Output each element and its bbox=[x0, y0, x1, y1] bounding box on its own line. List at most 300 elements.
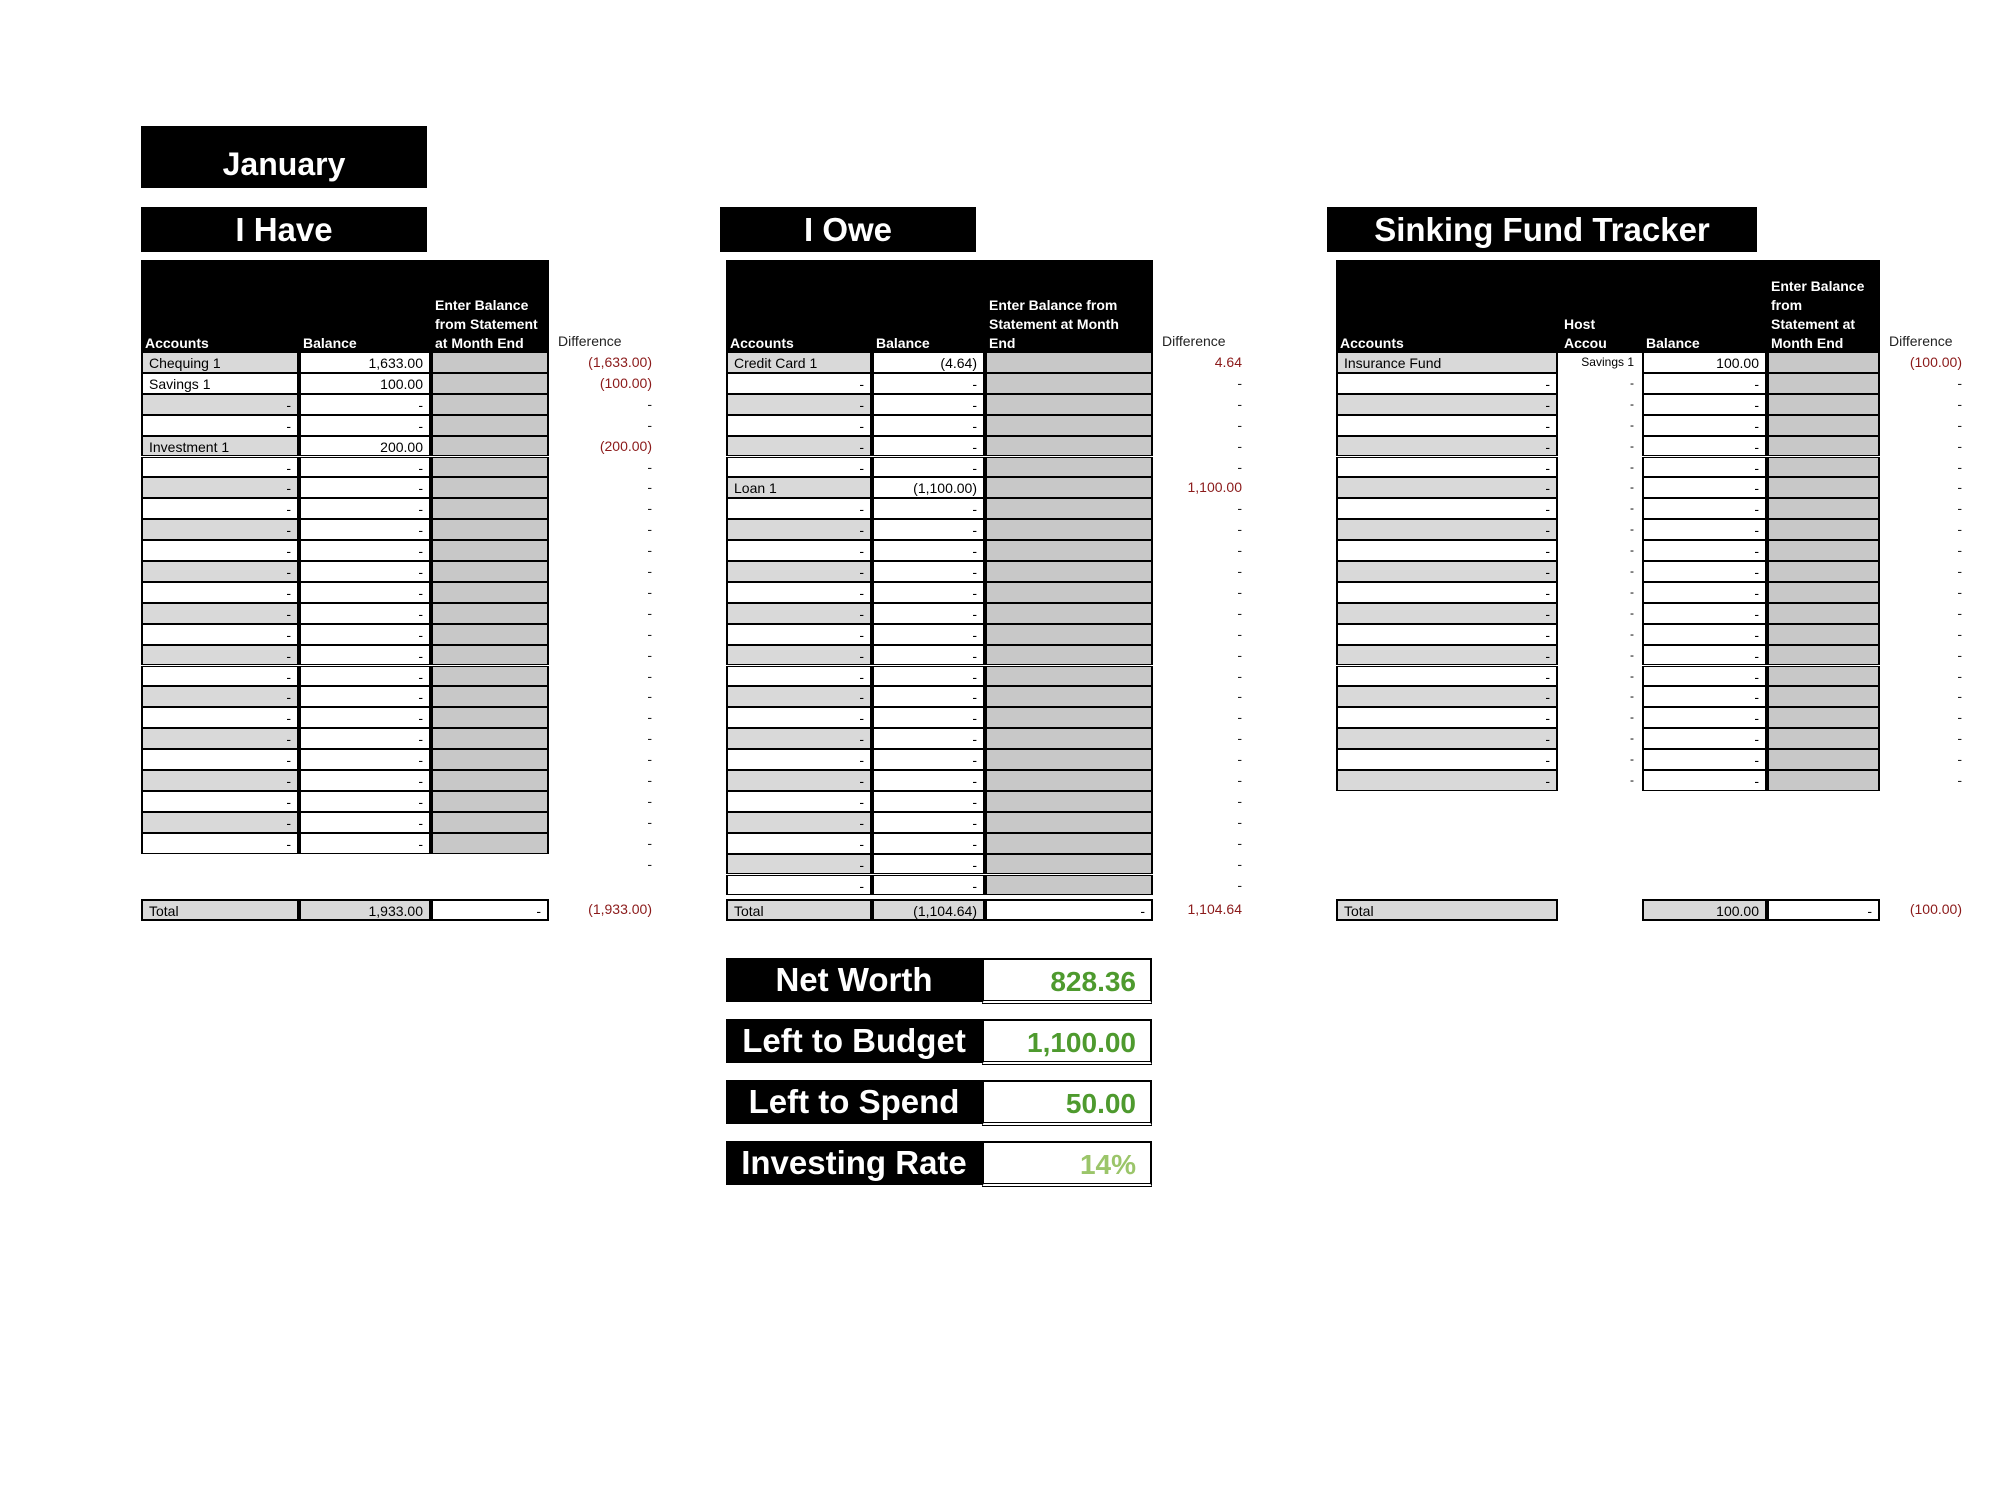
sinking-statement-input[interactable] bbox=[1767, 498, 1880, 519]
have-statement-input[interactable] bbox=[431, 477, 549, 498]
have-statement-input[interactable] bbox=[431, 540, 549, 561]
sinking-balance-cell: - bbox=[1642, 436, 1767, 457]
sinking-account-cell[interactable]: - bbox=[1336, 394, 1558, 415]
sinking-host-cell: - bbox=[1630, 668, 1634, 683]
owe-balance-cell: - bbox=[872, 415, 985, 436]
sinking-balance-cell: - bbox=[1642, 394, 1767, 415]
sinking-host-cell: - bbox=[1630, 438, 1634, 453]
owe-account-cell[interactable]: Loan 1 bbox=[726, 477, 872, 498]
sinking-difference-value: - bbox=[1957, 772, 1962, 788]
i-owe-title: I Owe bbox=[720, 207, 976, 252]
owe-account-cell[interactable]: - bbox=[726, 498, 872, 519]
have-balance-cell: - bbox=[299, 519, 431, 540]
have-statement-input[interactable] bbox=[431, 728, 549, 749]
have-statement-input[interactable] bbox=[431, 707, 549, 728]
sinking-balance-cell: - bbox=[1642, 457, 1767, 478]
have-col-header-0 bbox=[145, 260, 299, 353]
have-account-cell[interactable]: - bbox=[141, 415, 299, 436]
have-statement-input[interactable] bbox=[431, 582, 549, 603]
sinking-statement-input[interactable] bbox=[1767, 436, 1880, 457]
summary-label-1: Left to Budget bbox=[726, 1019, 982, 1063]
owe-difference-value: - bbox=[1237, 374, 1242, 391]
sinking-statement-input[interactable] bbox=[1767, 686, 1880, 707]
owe-statement-input[interactable] bbox=[985, 352, 1153, 373]
owe-difference-value: - bbox=[1237, 813, 1242, 830]
owe-account-cell[interactable]: - bbox=[726, 666, 872, 687]
owe-difference-value: - bbox=[1237, 521, 1242, 538]
sinking-difference-value: - bbox=[1957, 688, 1962, 705]
have-account-cell[interactable]: - bbox=[141, 833, 299, 854]
sinking-statement-input[interactable] bbox=[1767, 603, 1880, 624]
sinking-balance-cell: - bbox=[1642, 728, 1767, 749]
sinking-account-cell[interactable]: - bbox=[1336, 582, 1558, 603]
owe-account-cell[interactable]: - bbox=[726, 812, 872, 833]
have-account-cell[interactable]: - bbox=[141, 728, 299, 749]
sinking-host-cell: - bbox=[1630, 710, 1634, 725]
have-statement-input[interactable] bbox=[431, 498, 549, 519]
owe-statement-input[interactable] bbox=[985, 582, 1153, 603]
owe-account-cell[interactable]: - bbox=[726, 415, 872, 436]
sinking-statement-input[interactable] bbox=[1767, 540, 1880, 561]
have-account-cell[interactable]: - bbox=[141, 603, 299, 624]
sinking-account-cell[interactable]: - bbox=[1336, 770, 1558, 791]
have-difference-value: - bbox=[647, 855, 652, 872]
owe-statement-input[interactable] bbox=[985, 373, 1153, 394]
have-account-cell[interactable]: - bbox=[141, 645, 299, 666]
sinking-host-cell: - bbox=[1630, 417, 1634, 432]
sinking-statement-input[interactable] bbox=[1767, 666, 1880, 687]
owe-statement-input[interactable] bbox=[985, 519, 1153, 540]
owe-account-cell[interactable]: - bbox=[726, 373, 872, 394]
have-statement-input[interactable] bbox=[431, 791, 549, 812]
have-col-header-label: Accounts bbox=[145, 335, 209, 351]
have-balance-cell: - bbox=[299, 603, 431, 624]
sinking-difference-value: - bbox=[1957, 646, 1962, 663]
sinking-col-header-0 bbox=[1340, 260, 1558, 353]
owe-total-balance: (1,104.64) bbox=[872, 899, 985, 921]
owe-statement-input[interactable] bbox=[985, 707, 1153, 728]
have-statement-input[interactable] bbox=[431, 624, 549, 645]
owe-col-header-label: Enter Balance from Statement at Month End bbox=[989, 297, 1119, 351]
sinking-balance-cell: - bbox=[1642, 686, 1767, 707]
owe-account-cell[interactable]: - bbox=[726, 624, 872, 645]
sinking-difference-value: - bbox=[1957, 479, 1962, 496]
owe-difference-value: - bbox=[1237, 625, 1242, 642]
owe-col-header-0 bbox=[730, 260, 872, 353]
sinking-host-cell: - bbox=[1630, 480, 1634, 495]
owe-account-cell[interactable]: - bbox=[726, 645, 872, 666]
have-account-cell[interactable]: - bbox=[141, 666, 299, 687]
have-balance-cell: 1,633.00 bbox=[299, 352, 431, 373]
sinking-host-cell: - bbox=[1630, 773, 1634, 787]
owe-account-cell[interactable]: - bbox=[726, 540, 872, 561]
have-account-cell[interactable]: - bbox=[141, 812, 299, 833]
have-total-difference: (1,933.00) bbox=[588, 901, 652, 917]
have-account-cell[interactable]: - bbox=[141, 498, 299, 519]
sinking-host-cell: Savings 1 bbox=[1581, 355, 1634, 369]
have-difference-value: - bbox=[647, 563, 652, 579]
sinking-balance-cell: - bbox=[1642, 624, 1767, 645]
owe-balance-cell: - bbox=[872, 436, 985, 457]
sinking-host-cell: - bbox=[1630, 564, 1634, 578]
have-statement-input[interactable] bbox=[431, 603, 549, 624]
owe-balance-cell: (1,100.00) bbox=[872, 477, 985, 498]
sinking-account-cell[interactable]: - bbox=[1336, 415, 1558, 436]
have-statement-input[interactable] bbox=[431, 812, 549, 833]
owe-statement-input[interactable] bbox=[985, 561, 1153, 582]
owe-balance-cell: - bbox=[872, 854, 985, 875]
summary-value-0: 828.36 bbox=[982, 958, 1152, 1004]
owe-account-cell[interactable]: - bbox=[726, 686, 872, 707]
owe-statement-input[interactable] bbox=[985, 770, 1153, 791]
summary-label-0: Net Worth bbox=[726, 958, 982, 1002]
sinking-host-cell: - bbox=[1630, 689, 1634, 704]
sinking-statement-input[interactable] bbox=[1767, 582, 1880, 603]
have-balance-cell: - bbox=[299, 749, 431, 770]
have-account-cell[interactable]: - bbox=[141, 749, 299, 770]
owe-account-cell[interactable]: - bbox=[726, 436, 872, 457]
owe-statement-input[interactable] bbox=[985, 457, 1153, 478]
sinking-host-cell: - bbox=[1630, 605, 1634, 620]
summary-label-3: Investing Rate bbox=[726, 1141, 982, 1185]
have-balance-cell: - bbox=[299, 415, 431, 436]
have-account-cell[interactable]: - bbox=[141, 561, 299, 582]
owe-account-cell[interactable]: - bbox=[726, 519, 872, 540]
sinking-account-cell[interactable]: - bbox=[1336, 666, 1558, 687]
owe-balance-cell: - bbox=[872, 582, 985, 603]
owe-balance-cell: - bbox=[872, 394, 985, 415]
owe-account-cell[interactable]: - bbox=[726, 561, 872, 582]
owe-difference-value: 4.64 bbox=[1214, 354, 1242, 370]
sinking-account-cell[interactable]: - bbox=[1336, 645, 1558, 666]
have-balance-cell: - bbox=[299, 645, 431, 666]
sinking-difference-value: - bbox=[1957, 563, 1962, 579]
sinking-difference-value: (100.00) bbox=[1909, 354, 1962, 370]
owe-statement-input[interactable] bbox=[985, 791, 1153, 812]
have-col-header-label: Balance bbox=[303, 335, 357, 351]
owe-balance-cell: - bbox=[872, 707, 985, 728]
owe-statement-input[interactable] bbox=[985, 498, 1153, 519]
sinking-statement-input[interactable] bbox=[1767, 749, 1880, 770]
have-difference-value: - bbox=[647, 395, 652, 412]
have-statement-input[interactable] bbox=[431, 770, 549, 791]
owe-total-statement: - bbox=[985, 899, 1153, 921]
sinking-statement-input[interactable] bbox=[1767, 707, 1880, 728]
sinking-balance-cell: - bbox=[1642, 477, 1767, 498]
sinking-host-cell: - bbox=[1630, 396, 1634, 411]
owe-balance-cell: - bbox=[872, 833, 985, 854]
sinking-account-cell[interactable]: - bbox=[1336, 707, 1558, 728]
have-account-cell[interactable]: - bbox=[141, 582, 299, 603]
owe-statement-input[interactable] bbox=[985, 686, 1153, 707]
have-statement-input[interactable] bbox=[431, 645, 549, 666]
sinking-fund-title: Sinking Fund Tracker bbox=[1327, 207, 1757, 252]
sinking-statement-input[interactable] bbox=[1767, 770, 1880, 791]
sinking-statement-input[interactable] bbox=[1767, 373, 1880, 394]
sinking-account-cell[interactable]: - bbox=[1336, 749, 1558, 770]
have-account-cell[interactable]: Chequing 1 bbox=[141, 352, 299, 373]
owe-balance-cell: - bbox=[872, 540, 985, 561]
have-statement-input[interactable] bbox=[431, 519, 549, 540]
owe-account-cell[interactable]: - bbox=[726, 582, 872, 603]
owe-account-cell[interactable]: - bbox=[726, 749, 872, 770]
owe-difference-value: - bbox=[1237, 772, 1242, 788]
sinking-host-cell: - bbox=[1630, 647, 1634, 662]
sinking-host-cell: - bbox=[1630, 459, 1634, 474]
have-account-cell[interactable]: - bbox=[141, 707, 299, 728]
sinking-col-header-label: Enter Balance from Statement at Month End bbox=[1771, 278, 1865, 351]
have-account-cell[interactable]: Investment 1 bbox=[141, 436, 299, 457]
have-col-header-1 bbox=[303, 260, 431, 353]
sinking-statement-input[interactable] bbox=[1767, 415, 1880, 436]
owe-account-cell[interactable]: - bbox=[726, 707, 872, 728]
sinking-balance-cell: 100.00 bbox=[1642, 352, 1767, 373]
have-col-header-label: Enter Balance from Statement at Month End bbox=[435, 297, 538, 351]
owe-balance-cell: - bbox=[872, 812, 985, 833]
owe-difference-value: - bbox=[1237, 563, 1242, 579]
owe-difference-value: - bbox=[1237, 709, 1242, 726]
owe-statement-input[interactable] bbox=[985, 812, 1153, 833]
sinking-statement-input[interactable] bbox=[1767, 624, 1880, 645]
sinking-account-cell[interactable]: - bbox=[1336, 498, 1558, 519]
owe-account-cell[interactable]: - bbox=[726, 603, 872, 624]
have-account-cell[interactable]: - bbox=[141, 457, 299, 478]
sinking-difference-value: - bbox=[1957, 542, 1962, 559]
sinking-statement-input[interactable] bbox=[1767, 561, 1880, 582]
have-account-cell[interactable]: Savings 1 bbox=[141, 373, 299, 394]
owe-balance-cell: - bbox=[872, 603, 985, 624]
owe-statement-input[interactable] bbox=[985, 666, 1153, 687]
owe-total-difference: 1,104.64 bbox=[1187, 901, 1242, 917]
sinking-statement-input[interactable] bbox=[1767, 352, 1880, 373]
owe-statement-input[interactable] bbox=[985, 749, 1153, 770]
sinking-account-cell[interactable]: - bbox=[1336, 477, 1558, 498]
sinking-balance-cell: - bbox=[1642, 645, 1767, 666]
owe-col-header-label: Balance bbox=[876, 335, 930, 351]
owe-difference-value: - bbox=[1237, 646, 1242, 663]
owe-balance-cell: - bbox=[872, 791, 985, 812]
have-statement-input[interactable] bbox=[431, 352, 549, 373]
have-balance-cell: - bbox=[299, 686, 431, 707]
sinking-balance-cell: - bbox=[1642, 498, 1767, 519]
owe-account-cell[interactable]: - bbox=[726, 394, 872, 415]
have-statement-input[interactable] bbox=[431, 373, 549, 394]
have-difference-value: - bbox=[647, 834, 652, 851]
sinking-account-cell[interactable]: - bbox=[1336, 624, 1558, 645]
owe-statement-input[interactable] bbox=[985, 603, 1153, 624]
have-statement-input[interactable] bbox=[431, 457, 549, 478]
sinking-difference-value: - bbox=[1957, 374, 1962, 391]
owe-difference-value: - bbox=[1237, 855, 1242, 872]
owe-statement-input[interactable] bbox=[985, 833, 1153, 854]
have-statement-input[interactable] bbox=[431, 415, 549, 436]
have-statement-input[interactable] bbox=[431, 561, 549, 582]
sinking-statement-input[interactable] bbox=[1767, 457, 1880, 478]
owe-difference-value: - bbox=[1237, 751, 1242, 768]
owe-balance-cell: - bbox=[872, 457, 985, 478]
have-difference-value: - bbox=[647, 813, 652, 830]
owe-statement-input[interactable] bbox=[985, 415, 1153, 436]
have-statement-input[interactable] bbox=[431, 749, 549, 770]
owe-difference-value: - bbox=[1237, 416, 1242, 433]
have-account-cell[interactable]: - bbox=[141, 394, 299, 415]
owe-account-cell[interactable]: - bbox=[726, 770, 872, 791]
have-difference-value: - bbox=[647, 625, 652, 642]
sinking-col-header-1 bbox=[1564, 260, 1640, 353]
sinking-balance-cell: - bbox=[1642, 666, 1767, 687]
sinking-difference-value: - bbox=[1957, 521, 1962, 538]
have-difference-value: - bbox=[647, 792, 652, 809]
have-difference-value: - bbox=[647, 646, 652, 663]
have-difference-value: - bbox=[647, 709, 652, 726]
owe-account-cell[interactable]: Credit Card 1 bbox=[726, 352, 872, 373]
owe-statement-input[interactable] bbox=[985, 436, 1153, 457]
have-difference-value: - bbox=[647, 667, 652, 684]
sinking-col-header-3 bbox=[1771, 260, 1880, 353]
owe-account-cell[interactable]: - bbox=[726, 457, 872, 478]
sinking-difference-value: - bbox=[1957, 751, 1962, 768]
sinking-host-cell: - bbox=[1630, 626, 1634, 641]
have-account-cell[interactable]: - bbox=[141, 540, 299, 561]
sinking-balance-cell: - bbox=[1642, 561, 1767, 582]
have-account-cell[interactable]: - bbox=[141, 519, 299, 540]
owe-difference-value: - bbox=[1237, 604, 1242, 621]
owe-account-cell[interactable]: - bbox=[726, 854, 872, 875]
sinking-account-cell[interactable]: - bbox=[1336, 728, 1558, 749]
have-account-cell[interactable]: - bbox=[141, 791, 299, 812]
sinking-host-cell: - bbox=[1630, 731, 1634, 746]
owe-statement-input[interactable] bbox=[985, 394, 1153, 415]
owe-statement-input[interactable] bbox=[985, 728, 1153, 749]
have-account-cell[interactable]: - bbox=[141, 624, 299, 645]
sinking-balance-cell: - bbox=[1642, 770, 1767, 791]
sinking-host-cell: - bbox=[1630, 752, 1634, 767]
owe-statement-input[interactable] bbox=[985, 477, 1153, 498]
have-difference-value: - bbox=[647, 542, 652, 559]
owe-statement-input[interactable] bbox=[985, 624, 1153, 645]
owe-difference-value: - bbox=[1237, 667, 1242, 684]
owe-difference-value: - bbox=[1237, 834, 1242, 851]
owe-statement-input[interactable] bbox=[985, 645, 1153, 666]
have-balance-cell: 200.00 bbox=[299, 436, 431, 457]
sinking-account-cell[interactable]: Insurance Fund bbox=[1336, 352, 1558, 373]
have-balance-cell: - bbox=[299, 561, 431, 582]
have-total-balance: 1,933.00 bbox=[299, 899, 431, 921]
sinking-account-cell[interactable]: - bbox=[1336, 436, 1558, 457]
sinking-balance-cell: - bbox=[1642, 519, 1767, 540]
sinking-account-cell[interactable]: - bbox=[1336, 457, 1558, 478]
owe-statement-input[interactable] bbox=[985, 540, 1153, 561]
owe-balance-cell: - bbox=[872, 770, 985, 791]
have-difference-value: - bbox=[647, 751, 652, 768]
have-account-cell[interactable]: - bbox=[141, 477, 299, 498]
owe-statement-input[interactable] bbox=[985, 854, 1153, 875]
owe-balance-cell: - bbox=[872, 686, 985, 707]
have-account-cell[interactable]: - bbox=[141, 770, 299, 791]
have-statement-input[interactable] bbox=[431, 436, 549, 457]
sinking-difference-value: - bbox=[1957, 458, 1962, 475]
sinking-difference-header: Difference bbox=[1889, 333, 1953, 349]
sinking-balance-cell: - bbox=[1642, 373, 1767, 394]
sinking-col-header-label: Accounts bbox=[1340, 335, 1404, 351]
sinking-account-cell[interactable]: - bbox=[1336, 373, 1558, 394]
have-difference-value: - bbox=[647, 604, 652, 621]
sinking-account-cell[interactable]: - bbox=[1336, 686, 1558, 707]
have-total-account: Total bbox=[141, 899, 299, 921]
owe-balance-cell: - bbox=[872, 561, 985, 582]
sinking-total-statement: - bbox=[1767, 899, 1880, 921]
sinking-balance-cell: - bbox=[1642, 540, 1767, 561]
sinking-account-cell[interactable]: - bbox=[1336, 519, 1558, 540]
sinking-account-cell[interactable]: - bbox=[1336, 603, 1558, 624]
have-difference-value: - bbox=[647, 772, 652, 788]
have-difference-value: - bbox=[647, 500, 652, 517]
sinking-statement-input[interactable] bbox=[1767, 519, 1880, 540]
owe-col-header-label: Accounts bbox=[730, 335, 794, 351]
sinking-col-header-label: Balance bbox=[1646, 335, 1700, 351]
have-statement-input[interactable] bbox=[431, 686, 549, 707]
have-account-cell[interactable]: - bbox=[141, 686, 299, 707]
sinking-statement-input[interactable] bbox=[1767, 645, 1880, 666]
owe-difference-value: - bbox=[1237, 458, 1242, 475]
have-statement-input[interactable] bbox=[431, 666, 549, 687]
summary-label-2: Left to Spend bbox=[726, 1080, 982, 1124]
have-statement-input[interactable] bbox=[431, 394, 549, 415]
owe-balance-cell: (4.64) bbox=[872, 352, 985, 373]
have-balance-cell: - bbox=[299, 394, 431, 415]
have-difference-value: - bbox=[647, 479, 652, 496]
summary-value-3: 14% bbox=[982, 1141, 1152, 1187]
have-difference-value: - bbox=[647, 521, 652, 538]
sinking-total-difference: (100.00) bbox=[1909, 901, 1962, 917]
owe-balance-cell: - bbox=[872, 519, 985, 540]
sinking-host-cell: - bbox=[1630, 543, 1634, 558]
owe-statement-input[interactable] bbox=[985, 875, 1153, 896]
have-statement-input[interactable] bbox=[431, 833, 549, 854]
have-balance-cell: - bbox=[299, 707, 431, 728]
owe-difference-value: - bbox=[1237, 876, 1242, 893]
i-have-title: I Have bbox=[141, 207, 427, 252]
owe-difference-value: - bbox=[1237, 688, 1242, 705]
owe-total-account: Total bbox=[726, 899, 872, 921]
have-balance-cell: - bbox=[299, 791, 431, 812]
owe-difference-value: 1,100.00 bbox=[1187, 479, 1242, 496]
owe-account-cell[interactable]: - bbox=[726, 875, 872, 896]
have-balance-cell: - bbox=[299, 728, 431, 749]
owe-difference-value: - bbox=[1237, 730, 1242, 747]
sinking-statement-input[interactable] bbox=[1767, 394, 1880, 415]
owe-difference-value: - bbox=[1237, 500, 1242, 517]
owe-account-cell[interactable]: - bbox=[726, 791, 872, 812]
owe-balance-cell: - bbox=[872, 498, 985, 519]
have-balance-cell: - bbox=[299, 624, 431, 645]
owe-account-cell[interactable]: - bbox=[726, 833, 872, 854]
summary-value-2: 50.00 bbox=[982, 1080, 1152, 1126]
sinking-host-cell: - bbox=[1630, 584, 1634, 599]
sinking-difference-value: - bbox=[1957, 625, 1962, 642]
have-difference-header: Difference bbox=[558, 333, 622, 349]
owe-account-cell[interactable]: - bbox=[726, 728, 872, 749]
sinking-statement-input[interactable] bbox=[1767, 728, 1880, 749]
have-difference-value: - bbox=[647, 416, 652, 433]
sinking-account-cell[interactable]: - bbox=[1336, 561, 1558, 582]
have-balance-cell: - bbox=[299, 498, 431, 519]
owe-col-header-2 bbox=[989, 260, 1153, 353]
sinking-account-cell[interactable]: - bbox=[1336, 540, 1558, 561]
owe-difference-value: - bbox=[1237, 792, 1242, 809]
sinking-statement-input[interactable] bbox=[1767, 477, 1880, 498]
have-difference-value: (200.00) bbox=[599, 437, 652, 454]
